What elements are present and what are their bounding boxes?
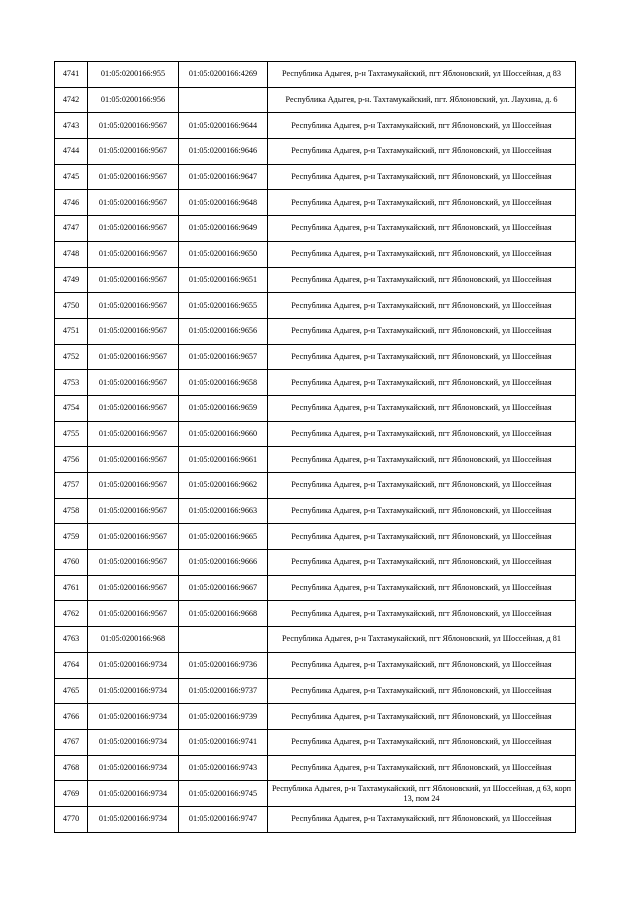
parent-cadastral-number-cell: 01:05:0200166:9567 (88, 601, 179, 627)
row-number-cell: 4766 (55, 704, 88, 730)
address-cell: Республика Адыгея, р-н Тахтамукайский, пгт Яблоновский, ул Шоссейная (268, 216, 576, 242)
row-number-cell: 4756 (55, 447, 88, 473)
parent-cadastral-number-cell: 01:05:0200166:9567 (88, 550, 179, 576)
parent-cadastral-number-cell: 01:05:0200166:9734 (88, 781, 179, 807)
parent-cadastral-number-cell: 01:05:0200166:956 (88, 87, 179, 113)
table-row (55, 781, 576, 807)
cadastral-number-cell (179, 87, 268, 113)
table-row (55, 344, 576, 370)
cadastral-number-cell: 01:05:0200166:9649 (179, 216, 268, 242)
table-row (55, 550, 576, 576)
address-cell: Республика Адыгея, р-н Тахтамукайский, пгт Яблоновский, ул Шоссейная (268, 318, 576, 344)
cadastral-number-cell: 01:05:0200166:4269 (179, 62, 268, 88)
cadastral-number-cell: 01:05:0200166:9648 (179, 190, 268, 216)
cadastral-number-cell: 01:05:0200166:9658 (179, 370, 268, 396)
row-number-cell: 4745 (55, 164, 88, 190)
parent-cadastral-number-cell: 01:05:0200166:9734 (88, 729, 179, 755)
parent-cadastral-number-cell: 01:05:0200166:9567 (88, 216, 179, 242)
cadastral-number-cell: 01:05:0200166:9743 (179, 755, 268, 781)
row-number-cell: 4754 (55, 395, 88, 421)
row-number-cell: 4765 (55, 678, 88, 704)
address-cell: Республика Адыгея, р-н Тахтамукайский, пгт Яблоновский, ул Шоссейная (268, 524, 576, 550)
address-cell: Республика Адыгея, р-н Тахтамукайский, пгт Яблоновский, ул Шоссейная (268, 473, 576, 499)
cadastral-number-cell: 01:05:0200166:9668 (179, 601, 268, 627)
cadastral-number-cell: 01:05:0200166:9646 (179, 139, 268, 165)
cadastral-number-cell: 01:05:0200166:9656 (179, 318, 268, 344)
table-row (55, 806, 576, 832)
address-cell: Республика Адыгея, р-н Тахтамукайский, пгт Яблоновский, ул Шоссейная (268, 678, 576, 704)
cadastral-number-cell: 01:05:0200166:9739 (179, 704, 268, 730)
table-row (55, 447, 576, 473)
parent-cadastral-number-cell: 01:05:0200166:9567 (88, 370, 179, 396)
address-cell: Республика Адыгея, р-н Тахтамукайский, пгт Яблоновский, ул Шоссейная (268, 139, 576, 165)
cadastral-number-cell: 01:05:0200166:9665 (179, 524, 268, 550)
cadastral-number-cell: 01:05:0200166:9667 (179, 575, 268, 601)
row-number-cell: 4755 (55, 421, 88, 447)
parent-cadastral-number-cell: 01:05:0200166:9567 (88, 139, 179, 165)
parent-cadastral-number-cell: 01:05:0200166:9567 (88, 395, 179, 421)
address-cell: Республика Адыгея, р-н Тахтамукайский, пгт Яблоновский, ул Шоссейная (268, 421, 576, 447)
parent-cadastral-number-cell: 01:05:0200166:955 (88, 62, 179, 88)
table-row (55, 164, 576, 190)
table-row (55, 652, 576, 678)
table-row (55, 755, 576, 781)
table-row (55, 601, 576, 627)
cadastral-number-cell: 01:05:0200166:9661 (179, 447, 268, 473)
parent-cadastral-number-cell: 01:05:0200166:9734 (88, 704, 179, 730)
table-row (55, 627, 576, 653)
cadastral-number-cell: 01:05:0200166:9651 (179, 267, 268, 293)
address-cell: Республика Адыгея, р-н Тахтамукайский, пгт Яблоновский, ул Шоссейная (268, 575, 576, 601)
row-number-cell: 4762 (55, 601, 88, 627)
parent-cadastral-number-cell: 01:05:0200166:968 (88, 627, 179, 653)
parent-cadastral-number-cell: 01:05:0200166:9734 (88, 806, 179, 832)
table-row (55, 216, 576, 242)
parent-cadastral-number-cell: 01:05:0200166:9567 (88, 498, 179, 524)
cadastral-number-cell: 01:05:0200166:9657 (179, 344, 268, 370)
row-number-cell: 4741 (55, 62, 88, 88)
cadastral-number-cell: 01:05:0200166:9741 (179, 729, 268, 755)
table-row (55, 267, 576, 293)
parent-cadastral-number-cell: 01:05:0200166:9567 (88, 524, 179, 550)
row-number-cell: 4753 (55, 370, 88, 396)
table-row (55, 113, 576, 139)
address-cell: Республика Адыгея, р-н Тахтамукайский, пгт Яблоновский, ул Шоссейная (268, 113, 576, 139)
row-number-cell: 4743 (55, 113, 88, 139)
address-cell: Республика Адыгея, р-н Тахтамукайский, пгт Яблоновский, ул Шоссейная (268, 755, 576, 781)
parent-cadastral-number-cell: 01:05:0200166:9567 (88, 447, 179, 473)
address-cell: Республика Адыгея, р-н Тахтамукайский, пгт Яблоновский, ул Шоссейная (268, 601, 576, 627)
cadastral-number-cell: 01:05:0200166:9747 (179, 806, 268, 832)
table-row (55, 62, 576, 88)
cadastral-number-cell: 01:05:0200166:9666 (179, 550, 268, 576)
address-cell: Республика Адыгея, р-н Тахтамукайский, пгт Яблоновский, ул Шоссейная (268, 267, 576, 293)
address-cell: Республика Адыгея, р-н Тахтамукайский, пгт Яблоновский, ул Шоссейная, д 83 (268, 62, 576, 88)
address-cell: Республика Адыгея, р-н Тахтамукайский, пгт Яблоновский, ул Шоссейная, д 63, корп 13, пом 24 (268, 781, 576, 807)
row-number-cell: 4748 (55, 241, 88, 267)
parent-cadastral-number-cell: 01:05:0200166:9734 (88, 652, 179, 678)
address-cell: Республика Адыгея, р-н Тахтамукайский, пгт Яблоновский, ул Шоссейная (268, 395, 576, 421)
parent-cadastral-number-cell: 01:05:0200166:9567 (88, 241, 179, 267)
row-number-cell: 4758 (55, 498, 88, 524)
parent-cadastral-number-cell: 01:05:0200166:9567 (88, 164, 179, 190)
cadastral-number-cell: 01:05:0200166:9655 (179, 293, 268, 319)
parent-cadastral-number-cell: 01:05:0200166:9567 (88, 293, 179, 319)
parent-cadastral-number-cell: 01:05:0200166:9734 (88, 678, 179, 704)
parent-cadastral-number-cell: 01:05:0200166:9567 (88, 421, 179, 447)
table-row (55, 729, 576, 755)
row-number-cell: 4764 (55, 652, 88, 678)
table-row (55, 370, 576, 396)
table-row (55, 87, 576, 113)
cadastral-number-cell: 01:05:0200166:9647 (179, 164, 268, 190)
parent-cadastral-number-cell: 01:05:0200166:9734 (88, 755, 179, 781)
table-row (55, 293, 576, 319)
cadastral-number-cell (179, 627, 268, 653)
address-cell: Республика Адыгея, р-н Тахтамукайский, пгт Яблоновский, ул Шоссейная (268, 293, 576, 319)
address-cell: Республика Адыгея, р-н Тахтамукайский, пгт Яблоновский, ул Шоссейная, д 81 (268, 627, 576, 653)
cadastral-table (54, 61, 576, 833)
address-cell: Республика Адыгея, р-н Тахтамукайский, пгт Яблоновский, ул Шоссейная (268, 704, 576, 730)
row-number-cell: 4769 (55, 781, 88, 807)
parent-cadastral-number-cell: 01:05:0200166:9567 (88, 344, 179, 370)
address-cell: Республика Адыгея, р-н. Тахтамукайский, пгт. Яблоновский, ул. Лаухина, д. 6 (268, 87, 576, 113)
row-number-cell: 4752 (55, 344, 88, 370)
parent-cadastral-number-cell: 01:05:0200166:9567 (88, 473, 179, 499)
parent-cadastral-number-cell: 01:05:0200166:9567 (88, 575, 179, 601)
address-cell: Республика Адыгея, р-н Тахтамукайский, пгт Яблоновский, ул Шоссейная (268, 164, 576, 190)
table-row (55, 473, 576, 499)
address-cell: Республика Адыгея, р-н Тахтамукайский, пгт Яблоновский, ул Шоссейная (268, 550, 576, 576)
cadastral-number-cell: 01:05:0200166:9736 (179, 652, 268, 678)
row-number-cell: 4761 (55, 575, 88, 601)
table-row (55, 704, 576, 730)
row-number-cell: 4746 (55, 190, 88, 216)
address-cell: Республика Адыгея, р-н Тахтамукайский, пгт Яблоновский, ул Шоссейная (268, 806, 576, 832)
table-row (55, 524, 576, 550)
row-number-cell: 4768 (55, 755, 88, 781)
address-cell: Республика Адыгея, р-н Тахтамукайский, пгт Яблоновский, ул Шоссейная (268, 344, 576, 370)
cadastral-number-cell: 01:05:0200166:9660 (179, 421, 268, 447)
cadastral-number-cell: 01:05:0200166:9745 (179, 781, 268, 807)
table-row (55, 421, 576, 447)
address-cell: Республика Адыгея, р-н Тахтамукайский, пгт Яблоновский, ул Шоссейная (268, 447, 576, 473)
row-number-cell: 4742 (55, 87, 88, 113)
row-number-cell: 4760 (55, 550, 88, 576)
cadastral-number-cell: 01:05:0200166:9737 (179, 678, 268, 704)
row-number-cell: 4770 (55, 806, 88, 832)
row-number-cell: 4750 (55, 293, 88, 319)
parent-cadastral-number-cell: 01:05:0200166:9567 (88, 318, 179, 344)
row-number-cell: 4759 (55, 524, 88, 550)
table-row (55, 678, 576, 704)
parent-cadastral-number-cell: 01:05:0200166:9567 (88, 190, 179, 216)
parent-cadastral-number-cell: 01:05:0200166:9567 (88, 267, 179, 293)
cadastral-number-cell: 01:05:0200166:9659 (179, 395, 268, 421)
address-cell: Республика Адыгея, р-н Тахтамукайский, пгт Яблоновский, ул Шоссейная (268, 652, 576, 678)
row-number-cell: 4744 (55, 139, 88, 165)
address-cell: Республика Адыгея, р-н Тахтамукайский, пгт Яблоновский, ул Шоссейная (268, 190, 576, 216)
address-cell: Республика Адыгея, р-н Тахтамукайский, пгт Яблоновский, ул Шоссейная (268, 729, 576, 755)
table-body (55, 62, 576, 833)
address-cell: Республика Адыгея, р-н Тахтамукайский, пгт Яблоновский, ул Шоссейная (268, 241, 576, 267)
cadastral-number-cell: 01:05:0200166:9662 (179, 473, 268, 499)
cadastral-number-cell: 01:05:0200166:9644 (179, 113, 268, 139)
table-row (55, 241, 576, 267)
table-row (55, 395, 576, 421)
table-row (55, 498, 576, 524)
row-number-cell: 4757 (55, 473, 88, 499)
cadastral-number-cell: 01:05:0200166:9663 (179, 498, 268, 524)
table-row (55, 190, 576, 216)
row-number-cell: 4767 (55, 729, 88, 755)
table-row (55, 139, 576, 165)
address-cell: Республика Адыгея, р-н Тахтамукайский, пгт Яблоновский, ул Шоссейная (268, 498, 576, 524)
row-number-cell: 4747 (55, 216, 88, 242)
address-cell: Республика Адыгея, р-н Тахтамукайский, пгт Яблоновский, ул Шоссейная (268, 370, 576, 396)
table-row (55, 318, 576, 344)
row-number-cell: 4763 (55, 627, 88, 653)
parent-cadastral-number-cell: 01:05:0200166:9567 (88, 113, 179, 139)
table-row (55, 575, 576, 601)
row-number-cell: 4749 (55, 267, 88, 293)
row-number-cell: 4751 (55, 318, 88, 344)
cadastral-number-cell: 01:05:0200166:9650 (179, 241, 268, 267)
